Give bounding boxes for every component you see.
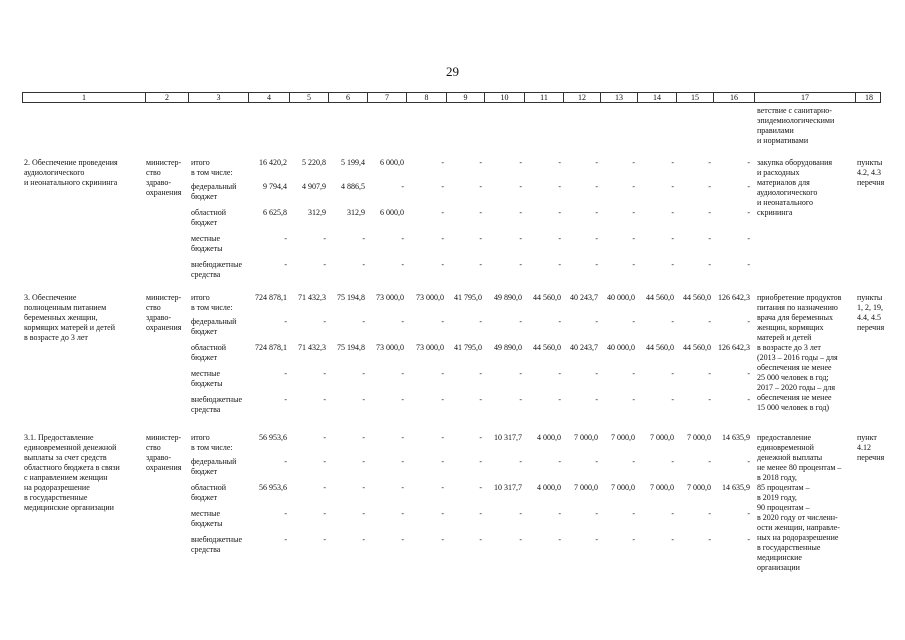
header-col-1: 1	[23, 93, 146, 103]
table-cell: -	[708, 158, 711, 167]
table-cell: 7 000,0	[687, 433, 711, 442]
table-cell: 7 000,0	[650, 433, 674, 442]
table-cell: -	[362, 260, 365, 269]
table-cell: 5 199,4	[341, 158, 365, 167]
header-col-2: 2	[146, 93, 189, 103]
table-cell: -	[595, 395, 598, 404]
table-cell: 41 795,0	[454, 293, 482, 302]
table-cell: -	[401, 182, 404, 191]
table-cell: -	[708, 182, 711, 191]
table-cell: -	[595, 457, 598, 466]
row-label: итого в том числе:	[191, 158, 233, 177]
table-cell: -	[519, 457, 522, 466]
section-reference: пункты 4.2, 4.3 перечня	[857, 158, 885, 187]
table-cell: -	[747, 208, 750, 217]
table-cell: -	[632, 395, 635, 404]
row-label: федеральный бюджет	[191, 182, 237, 201]
table-cell: -	[441, 260, 444, 269]
section-executor: министер- ство здраво- охранения	[146, 433, 182, 472]
table-cell: 73 000,0	[376, 293, 404, 302]
table-cell: -	[671, 535, 674, 544]
table-cell: -	[519, 395, 522, 404]
table-cell: -	[401, 483, 404, 492]
table-cell: -	[708, 260, 711, 269]
table-cell: 73 000,0	[376, 343, 404, 352]
header-col-13: 13	[601, 93, 638, 103]
table-cell: -	[441, 369, 444, 378]
table-cell: 44 560,0	[646, 343, 674, 352]
table-cell: 40 000,0	[607, 343, 635, 352]
table-cell: 7 000,0	[574, 433, 598, 442]
row-label: областной бюджет	[191, 208, 227, 227]
table-cell: -	[708, 369, 711, 378]
table-cell: 75 194,8	[337, 293, 365, 302]
table-cell: -	[558, 260, 561, 269]
table-cell: 126 642,3	[718, 293, 750, 302]
table-cell: -	[558, 317, 561, 326]
table-cell: 73 000,0	[416, 343, 444, 352]
table-cell: -	[632, 317, 635, 326]
table-cell: 56 953,6	[259, 433, 287, 442]
table-cell: 75 194,8	[337, 343, 365, 352]
table-cell: -	[558, 182, 561, 191]
row-label: внебюджетные средства	[191, 395, 242, 414]
table-cell: 49 890,0	[494, 343, 522, 352]
table-cell: 44 560,0	[646, 293, 674, 302]
header-col-5: 5	[290, 93, 329, 103]
table-cell: 7 000,0	[687, 483, 711, 492]
table-cell: -	[284, 317, 287, 326]
table-cell: -	[441, 433, 444, 442]
table-cell: -	[401, 535, 404, 544]
section-executor: министер- ство здраво- охранения	[146, 293, 182, 332]
table-cell: -	[401, 234, 404, 243]
table-cell: -	[362, 234, 365, 243]
table-cell: -	[671, 208, 674, 217]
table-cell: -	[479, 395, 482, 404]
table-cell: -	[671, 395, 674, 404]
table-cell: -	[284, 509, 287, 518]
table-cell: 6 625,8	[263, 208, 287, 217]
table-cell: -	[284, 260, 287, 269]
table-cell: -	[595, 182, 598, 191]
table-cell: -	[519, 509, 522, 518]
table-cell: -	[401, 317, 404, 326]
table-cell: -	[747, 395, 750, 404]
table-cell: 49 890,0	[494, 293, 522, 302]
table-cell: -	[323, 509, 326, 518]
table-cell: -	[323, 395, 326, 404]
table-cell: -	[747, 234, 750, 243]
table-cell: -	[284, 369, 287, 378]
row-label: местные бюджеты	[191, 234, 223, 253]
table-cell: -	[519, 535, 522, 544]
table-cell: 40 243,7	[570, 293, 598, 302]
table-cell: -	[323, 457, 326, 466]
table-cell: 40 243,7	[570, 343, 598, 352]
row-label: местные бюджеты	[191, 369, 223, 388]
table-cell: -	[362, 369, 365, 378]
section-reference: пункты 1, 2, 19, 4.4, 4.5 перечня	[857, 293, 885, 332]
table-cell: -	[632, 158, 635, 167]
table-cell: -	[558, 457, 561, 466]
table-cell: -	[362, 535, 365, 544]
table-cell: -	[284, 234, 287, 243]
table-cell: -	[558, 208, 561, 217]
table-cell: -	[747, 457, 750, 466]
table-cell: 10 317,7	[494, 483, 522, 492]
table-cell: -	[441, 158, 444, 167]
table-cell: 126 642,3	[718, 343, 750, 352]
table-cell: -	[323, 369, 326, 378]
row-label: местные бюджеты	[191, 509, 223, 528]
table-cell: -	[284, 535, 287, 544]
table-cell: -	[441, 395, 444, 404]
table-cell: -	[595, 317, 598, 326]
table-cell: -	[558, 234, 561, 243]
table-cell: 71 432,3	[298, 343, 326, 352]
table-cell: -	[479, 317, 482, 326]
header-col-8: 8	[407, 93, 447, 103]
section-title: 3.1. Предоставление единовременной денежной выплаты за счет средств областного бюджета в связи с направлением женщин на родоразрешение в государственные медицинские организации	[24, 433, 120, 512]
table-cell: -	[632, 260, 635, 269]
table-cell: 4 907,9	[302, 182, 326, 191]
table-cell: -	[519, 260, 522, 269]
table-cell: -	[479, 208, 482, 217]
table-cell: 6 000,0	[380, 208, 404, 217]
header-col-11: 11	[525, 93, 564, 103]
table-cell: -	[595, 158, 598, 167]
table-cell: -	[362, 457, 365, 466]
table-cell: -	[519, 234, 522, 243]
header-col-15: 15	[677, 93, 714, 103]
table-cell: -	[479, 260, 482, 269]
table-cell: -	[558, 369, 561, 378]
table-cell: 9 794,4	[263, 182, 287, 191]
table-cell: -	[323, 535, 326, 544]
table-cell: -	[479, 369, 482, 378]
table-cell: 724 878,1	[255, 343, 287, 352]
table-cell: 44 560,0	[533, 343, 561, 352]
table-cell: -	[519, 158, 522, 167]
table-cell: -	[558, 395, 561, 404]
table-cell: -	[747, 158, 750, 167]
table-cell: -	[441, 509, 444, 518]
table-cell: -	[595, 535, 598, 544]
table-cell: 5 220,8	[302, 158, 326, 167]
table-cell: -	[479, 234, 482, 243]
table-cell: -	[747, 260, 750, 269]
table-cell: 7 000,0	[574, 483, 598, 492]
header-col-7: 7	[368, 93, 407, 103]
table-cell: 73 000,0	[416, 293, 444, 302]
table-cell: -	[708, 317, 711, 326]
table-header	[22, 92, 881, 103]
table-cell: -	[519, 208, 522, 217]
table-cell: 56 953,6	[259, 483, 287, 492]
table-cell: -	[708, 208, 711, 217]
table-cell: -	[362, 433, 365, 442]
row-label: внебюджетные средства	[191, 260, 242, 279]
table-cell: -	[671, 158, 674, 167]
table-cell: -	[401, 395, 404, 404]
table-cell: -	[747, 317, 750, 326]
row-label: внебюджетные средства	[191, 535, 242, 554]
table-cell: -	[479, 182, 482, 191]
table-cell: 44 560,0	[683, 293, 711, 302]
header-col-10: 10	[485, 93, 525, 103]
table-cell: 14 635,9	[722, 483, 750, 492]
table-cell: -	[441, 208, 444, 217]
table-cell: -	[671, 260, 674, 269]
page-number: 29	[446, 64, 459, 79]
table-cell: -	[595, 369, 598, 378]
table-cell: 44 560,0	[533, 293, 561, 302]
section-result: закупка оборудования и расходных материалов для аудиологического и неонатального скрининга	[757, 158, 833, 217]
row-label: областной бюджет	[191, 343, 227, 362]
table-cell: 4 000,0	[537, 483, 561, 492]
table-cell: -	[671, 234, 674, 243]
table-cell: -	[671, 509, 674, 518]
table-cell: -	[747, 535, 750, 544]
row-label: итого в том числе:	[191, 293, 233, 312]
row-label: федеральный бюджет	[191, 457, 237, 476]
table-cell: 7 000,0	[650, 483, 674, 492]
table-cell: -	[284, 457, 287, 466]
table-cell: -	[558, 158, 561, 167]
table-cell: -	[401, 369, 404, 378]
table-cell: 724 878,1	[255, 293, 287, 302]
header-col-16: 16	[714, 93, 755, 103]
table-cell: -	[479, 457, 482, 466]
table-cell: -	[747, 182, 750, 191]
table-cell: -	[671, 182, 674, 191]
table-cell: -	[671, 369, 674, 378]
table-cell: -	[362, 395, 365, 404]
table-cell: -	[708, 234, 711, 243]
table-cell: -	[632, 208, 635, 217]
table-cell: -	[441, 535, 444, 544]
section-reference: пункт 4.12 перечня	[857, 433, 885, 462]
table-cell: -	[362, 509, 365, 518]
table-cell: 44 560,0	[683, 343, 711, 352]
table-cell: -	[441, 457, 444, 466]
table-cell: -	[558, 535, 561, 544]
table-cell: -	[632, 535, 635, 544]
table-cell: -	[401, 457, 404, 466]
header-col-14: 14	[638, 93, 677, 103]
header-col-18: 18	[865, 93, 873, 102]
table-cell: -	[519, 317, 522, 326]
table-cell: -	[708, 509, 711, 518]
table-cell: -	[479, 158, 482, 167]
table-cell: -	[632, 182, 635, 191]
table-cell: -	[441, 234, 444, 243]
table-cell: 41 795,0	[454, 343, 482, 352]
table-cell: -	[708, 535, 711, 544]
continuation-text: ветствие с санитарно- эпидемиологическими правилами и нормативами	[757, 106, 835, 145]
section-title: 2. Обеспечение проведения аудиологического и неонатального скрининга	[24, 158, 118, 187]
table-cell: -	[441, 483, 444, 492]
table-cell: 6 000,0	[380, 158, 404, 167]
table-cell: -	[632, 457, 635, 466]
table-cell: -	[479, 433, 482, 442]
table-cell: -	[284, 395, 287, 404]
table-cell: 10 317,7	[494, 433, 522, 442]
table-cell: -	[323, 317, 326, 326]
table-cell: -	[441, 317, 444, 326]
table-cell: 7 000,0	[611, 433, 635, 442]
table-cell: -	[362, 483, 365, 492]
section-title: 3. Обеспечение полноценным питанием беременных женщин, кормящих матерей и детей в возрасте до 3 лет	[24, 293, 116, 342]
table-cell: -	[708, 457, 711, 466]
section-result: приобретение продуктов питания по назначению врача для беременных женщин, кормящих матерей и детей в возрасте до 3 лет (2013 – 2016 годы – для обеспечения не менее 25 000 человек в год; 2017 – 2020 годы – для обеспечения не менее 15 000 человек в год)	[757, 293, 842, 412]
table-cell: 71 432,3	[298, 293, 326, 302]
header-col-17: 17	[755, 93, 856, 103]
table-cell: 4 000,0	[537, 433, 561, 442]
header-col-9: 9	[447, 93, 485, 103]
table-cell: -	[401, 509, 404, 518]
table-cell: -	[323, 433, 326, 442]
table-cell: -	[632, 509, 635, 518]
table-cell: -	[401, 260, 404, 269]
row-label: федеральный бюджет	[191, 317, 237, 336]
table-cell: 4 886,5	[341, 182, 365, 191]
table-cell: -	[479, 509, 482, 518]
header-col-3: 3	[189, 93, 249, 103]
row-label: областной бюджет	[191, 483, 227, 502]
header-col-4: 4	[249, 93, 290, 103]
table-cell: -	[519, 369, 522, 378]
table-cell: -	[401, 433, 404, 442]
section-result: предоставление единовременной денежной выплаты не менее 80 процентам – в 2018 году, 85 процентам – в 2019 году, 90 процентам – в 2020 году от численн- ости женщин, направле- ных на родоразрешение в государственные медицинские организации	[757, 433, 842, 572]
table-cell: -	[671, 317, 674, 326]
section-executor: министер- ство здраво- охранения	[146, 158, 182, 197]
table-cell: -	[323, 260, 326, 269]
row-label: итого в том числе:	[191, 433, 233, 452]
table-cell: -	[595, 509, 598, 518]
table-cell: -	[671, 457, 674, 466]
table-cell: -	[362, 317, 365, 326]
table-cell: -	[632, 234, 635, 243]
table-cell: 40 000,0	[607, 293, 635, 302]
table-cell: -	[747, 509, 750, 518]
table-cell: 312,9	[347, 208, 365, 217]
header-col-6: 6	[329, 93, 368, 103]
table-cell: -	[323, 234, 326, 243]
table-cell: 312,9	[308, 208, 326, 217]
table-cell: -	[323, 483, 326, 492]
table-cell: -	[632, 369, 635, 378]
table-cell: -	[441, 182, 444, 191]
table-cell: -	[595, 208, 598, 217]
table-cell: -	[595, 234, 598, 243]
header-col-12: 12	[564, 93, 601, 103]
table-cell: -	[747, 369, 750, 378]
table-cell: 14 635,9	[722, 433, 750, 442]
table-cell: -	[558, 509, 561, 518]
table-cell: 16 420,2	[259, 158, 287, 167]
table-cell: -	[479, 535, 482, 544]
table-cell: 7 000,0	[611, 483, 635, 492]
table-cell: -	[708, 395, 711, 404]
table-cell: -	[479, 483, 482, 492]
table-cell: -	[519, 182, 522, 191]
table-cell: -	[595, 260, 598, 269]
